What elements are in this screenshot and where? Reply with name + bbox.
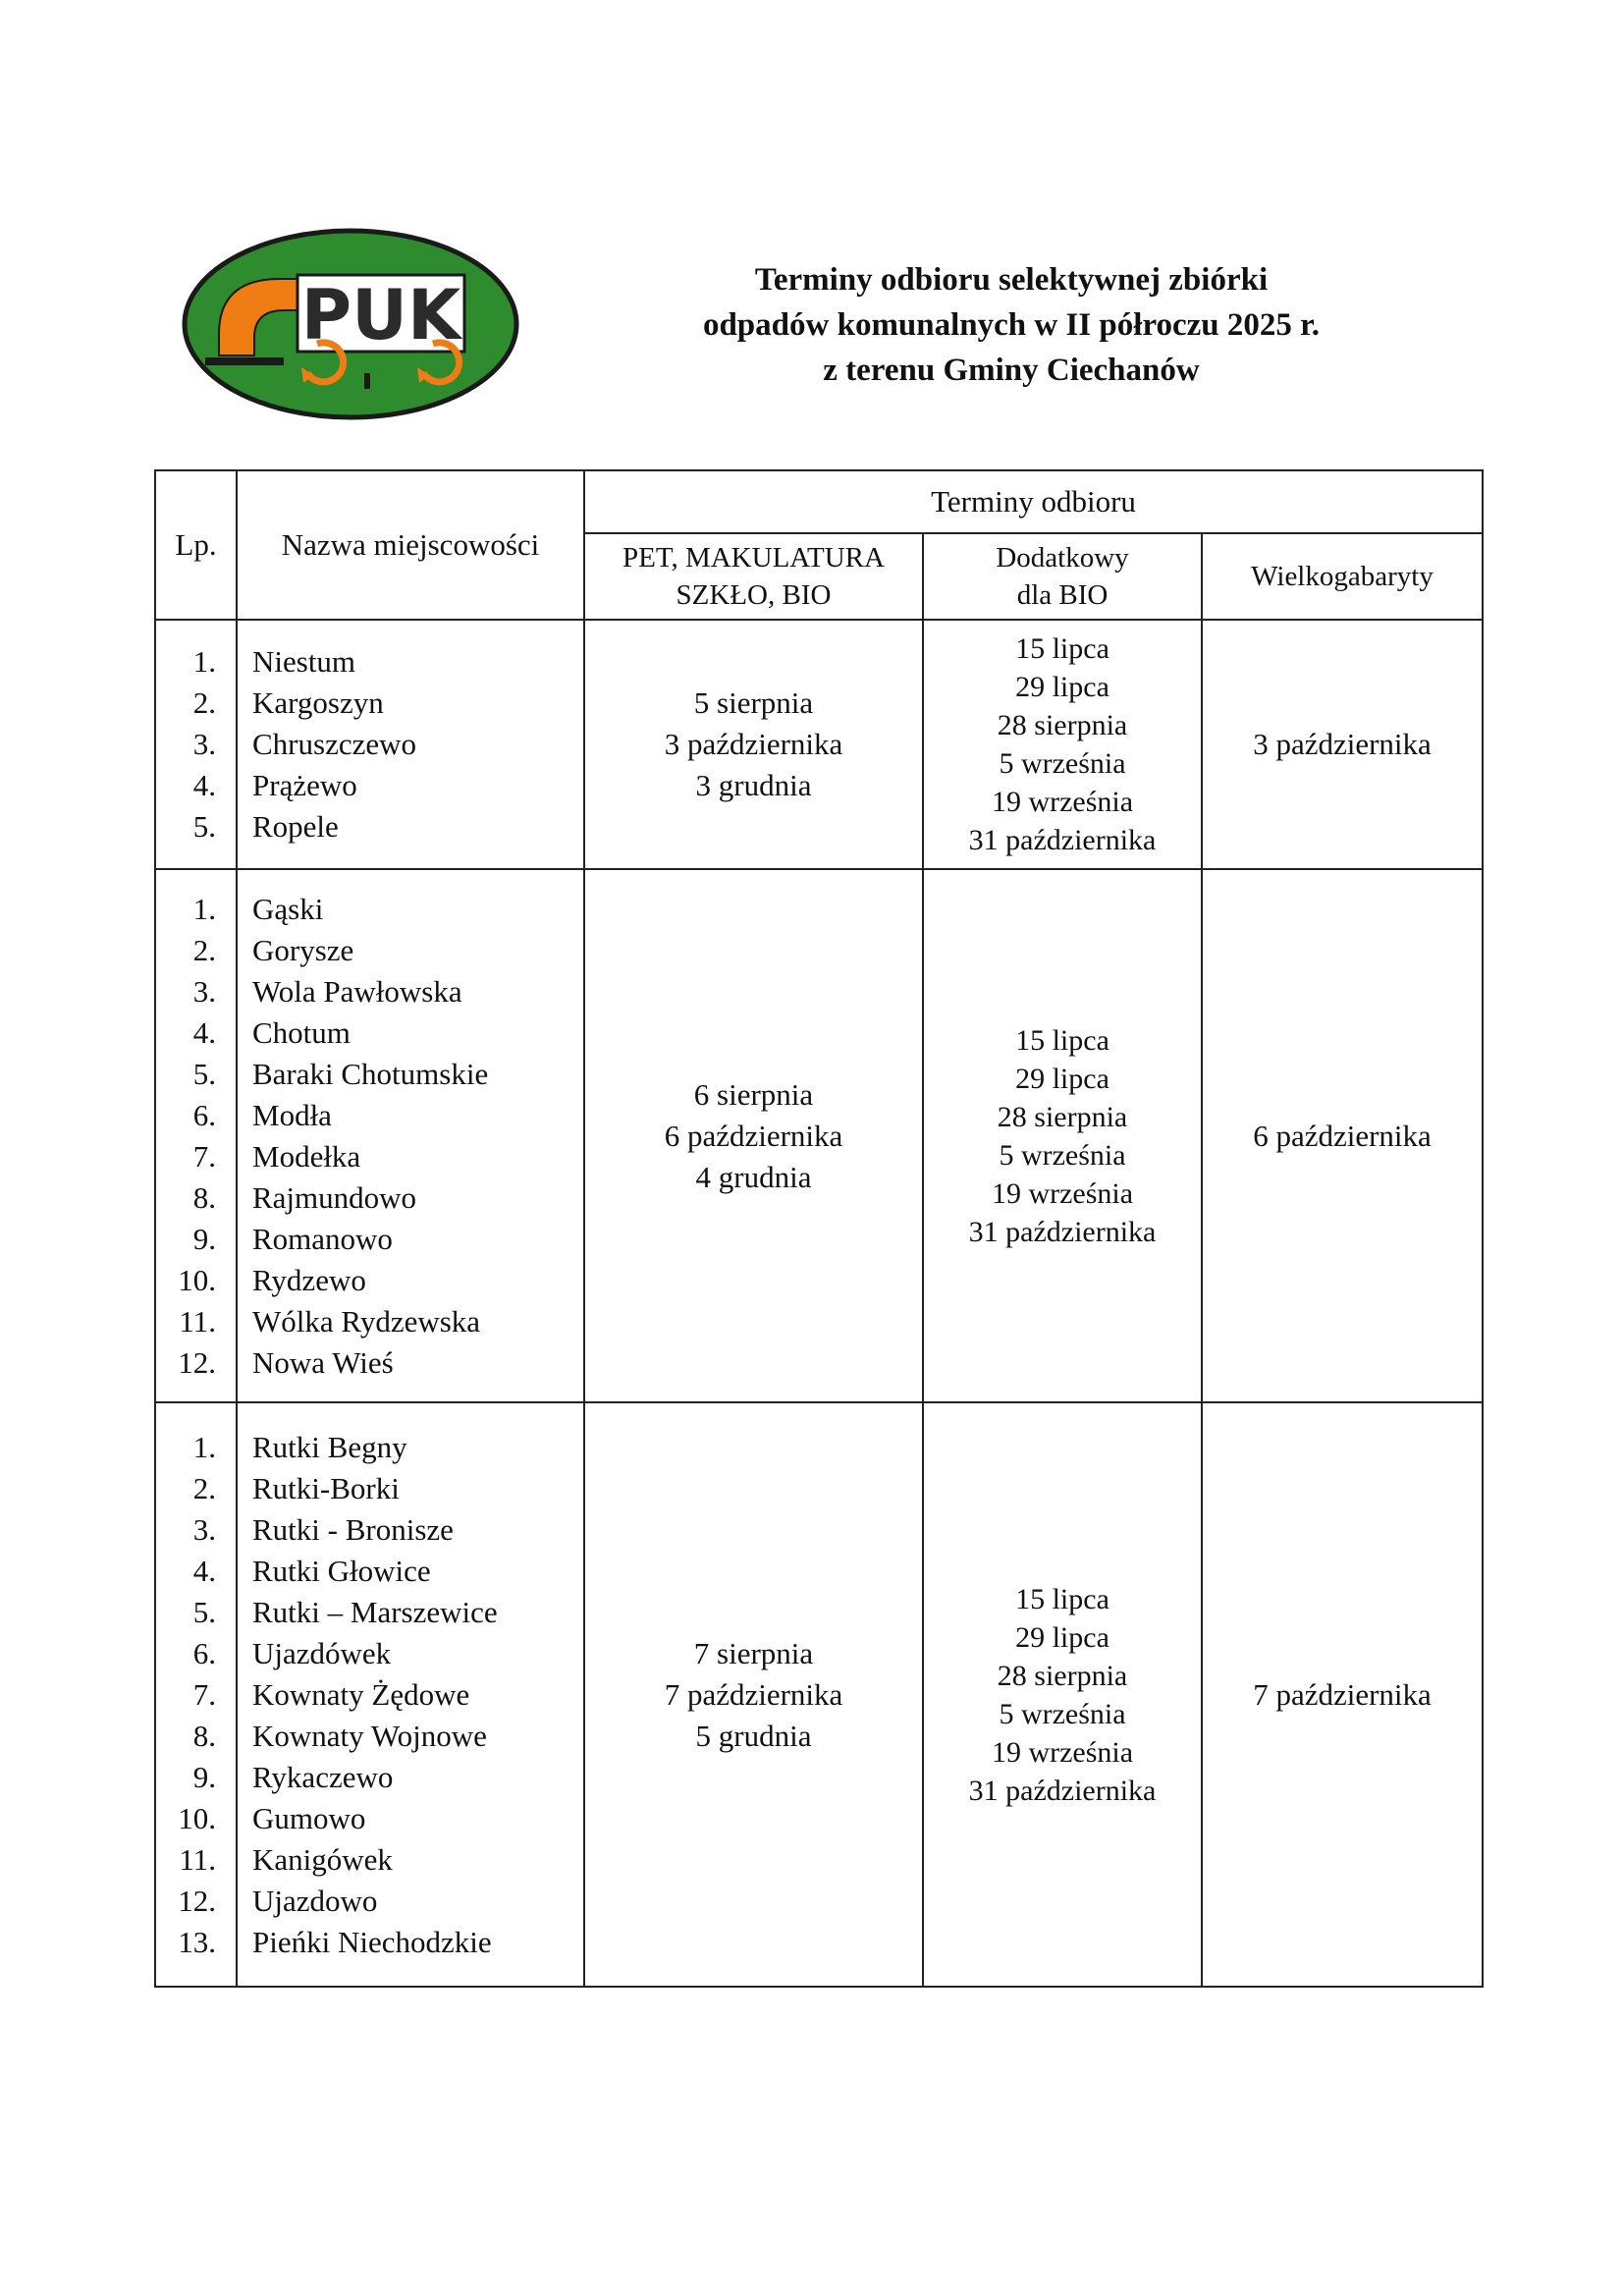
bulky-date: 3 października [1202,620,1483,869]
title-line-1: Terminy odbioru selektywnej zbiórki [754,262,1269,298]
bio-dates [923,620,1202,869]
list-item: 4. [192,1014,216,1050]
list-item: Gorysze [252,932,354,967]
list-item: Nowa Wieś [252,1344,394,1380]
date-item: 6 sierpnia [693,1076,814,1112]
list-item: Pieńki Niechodzkie [252,1924,492,1959]
list-item: 5. [192,1594,216,1629]
list-item: Modełka [252,1138,361,1174]
date-item: 5 września [999,1138,1126,1172]
pet-dates [584,1402,923,1987]
list-item: 13. [178,1924,216,1959]
list-item: 9. [192,1221,216,1256]
locality-list [237,620,584,869]
list-item: Chruszczewo [252,727,416,761]
date-item: 19 września [991,786,1134,818]
date-item: 5 grudnia [695,1718,812,1753]
date-item: 4 grudnia [695,1159,812,1194]
list-item: 4. [192,1553,216,1588]
lp-list [155,1402,237,1987]
header-extra-bio [923,533,1202,620]
header-bio-line-2: dla BIO [1016,579,1109,611]
date-item: 31 października [968,824,1157,856]
date-item: 19 września [991,1735,1134,1769]
list-item: 6. [192,1635,216,1670]
date-item: 31 października [968,1774,1157,1807]
list-item: Rajmundowo [252,1179,417,1215]
list-item: Rydzewo [252,1262,366,1297]
list-item: Modła [252,1097,332,1132]
list-item: Ujazdowo [252,1883,378,1918]
date-item: 29 lipca [1015,1062,1109,1095]
list-item: Prążewo [252,768,357,802]
list-item: Gąski [252,891,324,926]
locality-list [237,869,584,1402]
header-pet-line-2: SZKŁO, BIO [676,579,832,611]
date-item: 6 października [664,1118,843,1153]
list-item: 10. [178,1800,216,1835]
pet-dates [584,620,923,869]
bio-dates [923,1402,1202,1987]
list-item: 1. [192,891,216,926]
bio-dates [923,869,1202,1402]
date-item: 15 lipca [1015,1023,1109,1057]
list-item: Ropele [252,809,339,844]
list-item: Niestum [252,644,356,679]
list-item: Gumowo [252,1800,366,1835]
lp-list [155,620,237,869]
date-item: 28 sierpnia [997,1100,1128,1133]
bulky-date: 7 października [1202,1402,1483,1987]
list-item: 12. [178,1344,216,1380]
list-item: 7. [192,1676,216,1712]
list-item: Wólka Rydzewska [252,1303,481,1339]
date-item: 5 września [999,747,1126,780]
date-item: 3 grudnia [695,768,812,802]
date-item: 5 sierpnia [693,685,814,720]
list-item: 7. [192,1138,216,1174]
list-item: Kargoszyn [252,685,384,720]
list-item: Chotum [252,1014,351,1050]
date-item: 7 sierpnia [693,1635,814,1670]
list-item: 3. [192,973,216,1009]
list-item: 3. [192,727,216,761]
date-item: 15 lipca [1015,1582,1109,1615]
header-pet-line-1: PET, MAKULATURA [622,542,885,574]
list-item: 3. [192,1511,216,1547]
list-item: 6. [192,1097,216,1132]
date-item: 7 października [664,1676,843,1712]
date-item: 15 lipca [1015,632,1109,665]
list-item: 5. [192,1056,216,1091]
header-terms: Terminy odbioru [584,470,1483,533]
list-item: Ujazdówek [252,1635,392,1670]
header-bulky: Wielkogabaryty [1202,533,1483,620]
list-item: Kownaty Wojnowe [252,1718,487,1753]
date-item: 28 sierpnia [997,709,1128,741]
date-item: 29 lipca [1015,671,1109,703]
date-item: 3 października [664,727,843,761]
list-item: 1. [192,644,216,679]
puk-logo [182,228,520,420]
list-item: Wola Pawłowska [252,973,462,1009]
locality-list [237,1402,584,1987]
list-item: 8. [192,1179,216,1215]
list-item: 2. [192,685,216,720]
bulky-date: 6 października [1202,869,1483,1402]
table-row [155,1402,1483,1987]
list-item: Kanigówek [252,1841,393,1877]
list-item: Rutki Głowice [252,1553,431,1588]
list-item: 11. [179,1841,216,1877]
date-item: 19 września [991,1176,1134,1210]
list-item: 5. [192,809,216,844]
svg-text:PUK: PUK [300,275,461,355]
table-row [155,620,1483,869]
list-item: 12. [178,1883,216,1918]
schedule-table [154,469,1484,1988]
date-item: 28 sierpnia [997,1659,1128,1692]
lp-list [155,869,237,1402]
list-item: Rutki – Marszewice [252,1594,498,1629]
list-item: 9. [192,1759,216,1794]
list-item: Rykaczewo [252,1759,394,1794]
date-item: 5 września [999,1697,1126,1730]
title-line-3: z terenu Gminy Ciechanów [823,353,1200,388]
document-title [550,257,1473,393]
header-name: Nazwa miejscowości [237,470,584,620]
date-item: 31 października [968,1215,1157,1248]
title-line-2: odpadów komunalnych w II półroczu 2025 r. [702,307,1321,343]
list-item: Kownaty Żędowe [252,1676,470,1712]
pet-dates [584,869,923,1402]
list-item: Rutki-Borki [252,1470,400,1505]
list-item: Baraki Chotumskie [252,1056,489,1091]
header-pet [584,533,923,620]
list-item: Rutki Begny [252,1429,407,1464]
list-item: 11. [179,1303,216,1339]
header-bio-line-1: Dodatkowy [996,542,1129,574]
list-item: 4. [192,768,216,802]
list-item: 2. [192,932,216,967]
date-item: 29 lipca [1015,1620,1109,1654]
table-row [155,869,1483,1402]
list-item: Romanowo [252,1221,393,1256]
list-item: 1. [192,1429,216,1464]
list-item: 10. [178,1262,216,1297]
header-lp: Lp. [155,470,237,620]
list-item: Rutki - Bronisze [252,1511,454,1547]
list-item: 8. [192,1718,216,1753]
list-item: 2. [192,1470,216,1505]
